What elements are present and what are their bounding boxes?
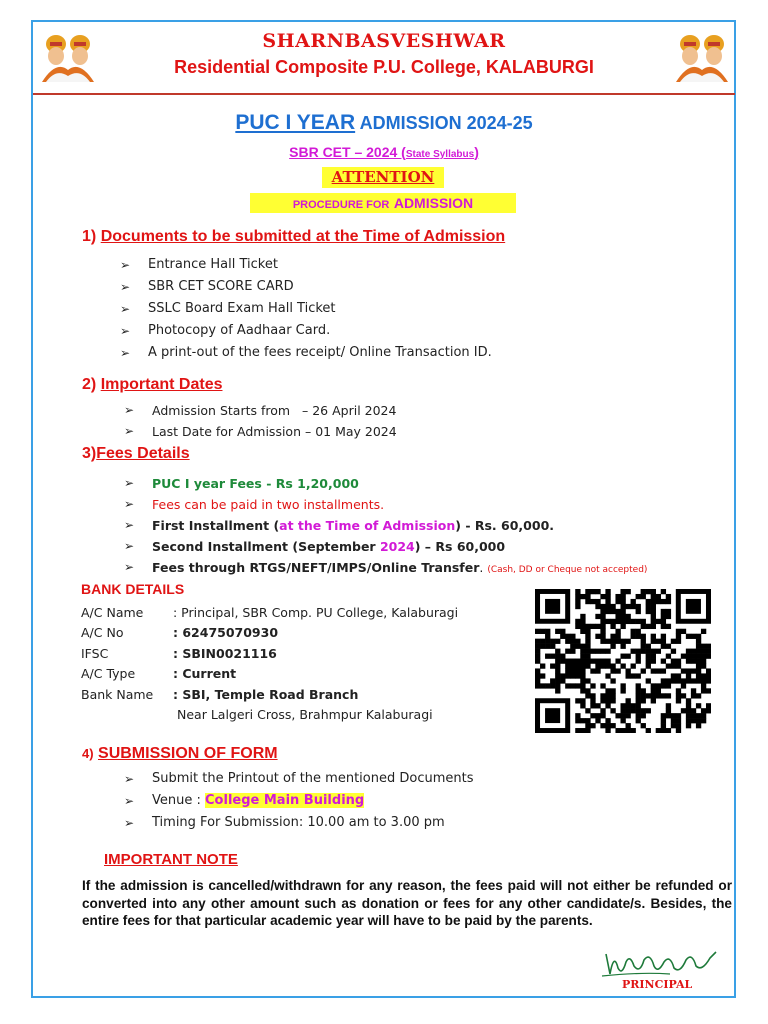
list-item <box>124 768 473 790</box>
section-title: Important Dates <box>100 376 223 393</box>
cet-close: ) <box>474 144 479 160</box>
arrow-bullet-icon: ➢ <box>120 346 131 360</box>
section-dates-heading <box>82 376 222 394</box>
principal-label: PRINCIPAL <box>622 978 693 991</box>
list-item-highlight: 2024 <box>379 539 415 554</box>
college-name: SHARNBASVESHWAR <box>262 30 506 52</box>
table-row <box>79 664 458 685</box>
list-item-text: Second Installment (September <box>152 539 380 554</box>
bank-value: Near Lalgeri Cross, Brahmpur Kalaburagi <box>177 707 433 723</box>
cet-subtitle <box>0 144 768 160</box>
college-subtitle: Residential Composite P.U. College, KALABURGI <box>174 57 594 77</box>
list-item-text: A print-out of the fees receipt/ Online Transaction ID. <box>148 345 492 360</box>
section-number: 1) <box>82 228 97 245</box>
list-item-text: Last Date for Admission – 01 May 2024 <box>152 424 397 439</box>
list-item-text: Entrance Hall Ticket <box>148 257 278 272</box>
list-item-text: SBR CET SCORE CARD <box>148 279 294 294</box>
arrow-bullet-icon: ➢ <box>124 772 135 786</box>
list-item-text: SSLC Board Exam Hall Ticket <box>148 301 336 316</box>
arrow-bullet-icon: ➢ <box>124 476 135 490</box>
list-item <box>124 812 473 834</box>
list-item-text: Fees can be paid in two installments. <box>152 497 385 512</box>
bank-details-heading: BANK DETAILS <box>81 581 185 597</box>
list-item-text: Admission Starts from – 26 April 2024 <box>152 403 397 418</box>
bank-value: : Current <box>173 666 237 682</box>
list-item-text: ) - Rs. 60,000. <box>455 518 555 533</box>
list-item <box>120 298 492 320</box>
arrow-bullet-icon: ➢ <box>120 280 131 294</box>
submission-list <box>124 768 473 834</box>
arrow-bullet-icon: ➢ <box>124 424 135 438</box>
list-item <box>124 557 647 578</box>
procedure-small: PROCEDURE FOR <box>292 199 390 211</box>
list-item <box>124 421 397 442</box>
list-item-text: ) – Rs 60,000 <box>414 539 506 554</box>
table-row <box>79 623 458 644</box>
list-item-highlight: at the Time of Admission <box>279 518 456 533</box>
arrow-bullet-icon: ➢ <box>124 539 135 553</box>
bank-key: A/C Type <box>81 666 136 682</box>
list-item-text: Venue : <box>152 793 206 808</box>
bank-value: : SBIN0021116 <box>173 645 277 661</box>
section-submission-heading <box>82 745 278 763</box>
list-item <box>124 400 397 421</box>
list-item <box>124 494 647 515</box>
list-item <box>120 320 492 342</box>
section-title: Fees Details <box>96 445 190 462</box>
arrow-bullet-icon: ➢ <box>120 258 131 272</box>
header-divider <box>33 93 735 95</box>
section-title: SUBMISSION OF FORM <box>98 745 278 762</box>
table-row <box>79 684 458 705</box>
list-item <box>120 276 492 298</box>
bank-key <box>79 705 171 726</box>
fees-list <box>124 473 647 578</box>
section-number: 4) <box>82 746 94 761</box>
bank-key: Bank Name <box>81 686 154 702</box>
bank-value: : Principal, SBR Comp. PU College, Kalaburagi <box>173 604 459 620</box>
page-title <box>0 111 768 135</box>
title-part1: PUC I YEAR <box>235 111 356 134</box>
list-item <box>120 342 492 364</box>
principal-signature <box>600 944 720 980</box>
list-item <box>124 515 647 536</box>
arrow-bullet-icon: ➢ <box>124 816 135 830</box>
procedure-big: ADMISSION <box>393 195 474 211</box>
list-item-text: Fees through RTGS/NEFT/IMPS/Online Transfer <box>152 560 480 575</box>
list-item-note: (Cash, DD or Cheque not accepted) <box>487 565 648 575</box>
table-row <box>79 602 458 623</box>
list-item-text: First Installment ( <box>152 518 280 533</box>
procedure-banner <box>250 193 516 213</box>
list-item <box>124 536 647 557</box>
title-part2: ADMISSION 2024-25 <box>359 113 533 133</box>
arrow-bullet-icon: ➢ <box>124 518 135 532</box>
cet-main: SBR CET – 2024 ( <box>289 144 406 160</box>
list-item <box>124 473 647 494</box>
documents-list <box>120 254 492 364</box>
table-row <box>79 705 458 726</box>
section-documents-heading <box>82 228 505 246</box>
arrow-bullet-icon: ➢ <box>120 324 131 338</box>
bank-details-table <box>79 602 458 725</box>
arrow-bullet-icon: ➢ <box>124 497 135 511</box>
list-item-text: Timing For Submission: 10.00 am to 3.00 pm <box>152 815 445 830</box>
section-title: Documents to be submitted at the Time of Admission <box>100 228 506 245</box>
important-note-text: If the admission is cancelled/withdrawn for any reason, the fees paid will not either be refunded or converted into any other amount such as donation or fees for any other candidate/s. Besides, the entire fees for that particular academic year will have to be paid by the parents. <box>82 878 732 928</box>
venue-highlight: College Main Building <box>205 793 365 808</box>
list-item-text: PUC I year Fees - Rs 1,20,000 <box>152 476 359 491</box>
bank-value: : 62475070930 <box>173 625 279 641</box>
section-fees-heading <box>82 445 190 463</box>
important-note-heading: IMPORTANT NOTE <box>104 851 238 868</box>
qr-code-icon[interactable] <box>535 589 711 733</box>
arrow-bullet-icon: ➢ <box>124 560 135 574</box>
cet-sub: State Syllabus <box>405 149 475 160</box>
section-number: 3) <box>82 445 97 462</box>
list-item <box>120 254 492 276</box>
attention-banner: ATTENTION <box>322 167 444 188</box>
bank-key: A/C No <box>81 625 124 641</box>
table-row <box>79 643 458 664</box>
bank-value: : SBI, Temple Road Branch <box>173 686 359 702</box>
arrow-bullet-icon: ➢ <box>124 794 135 808</box>
arrow-bullet-icon: ➢ <box>124 403 135 417</box>
dates-list <box>124 400 397 442</box>
list-item-text: Submit the Printout of the mentioned Documents <box>152 771 474 786</box>
section-number: 2) <box>82 376 97 393</box>
bank-key: IFSC <box>81 645 109 661</box>
arrow-bullet-icon: ➢ <box>120 302 131 316</box>
list-item-text: . <box>479 560 488 575</box>
bank-key: A/C Name <box>81 604 144 620</box>
list-item-text: Photocopy of Aadhaar Card. <box>148 323 331 338</box>
list-item <box>124 790 473 812</box>
